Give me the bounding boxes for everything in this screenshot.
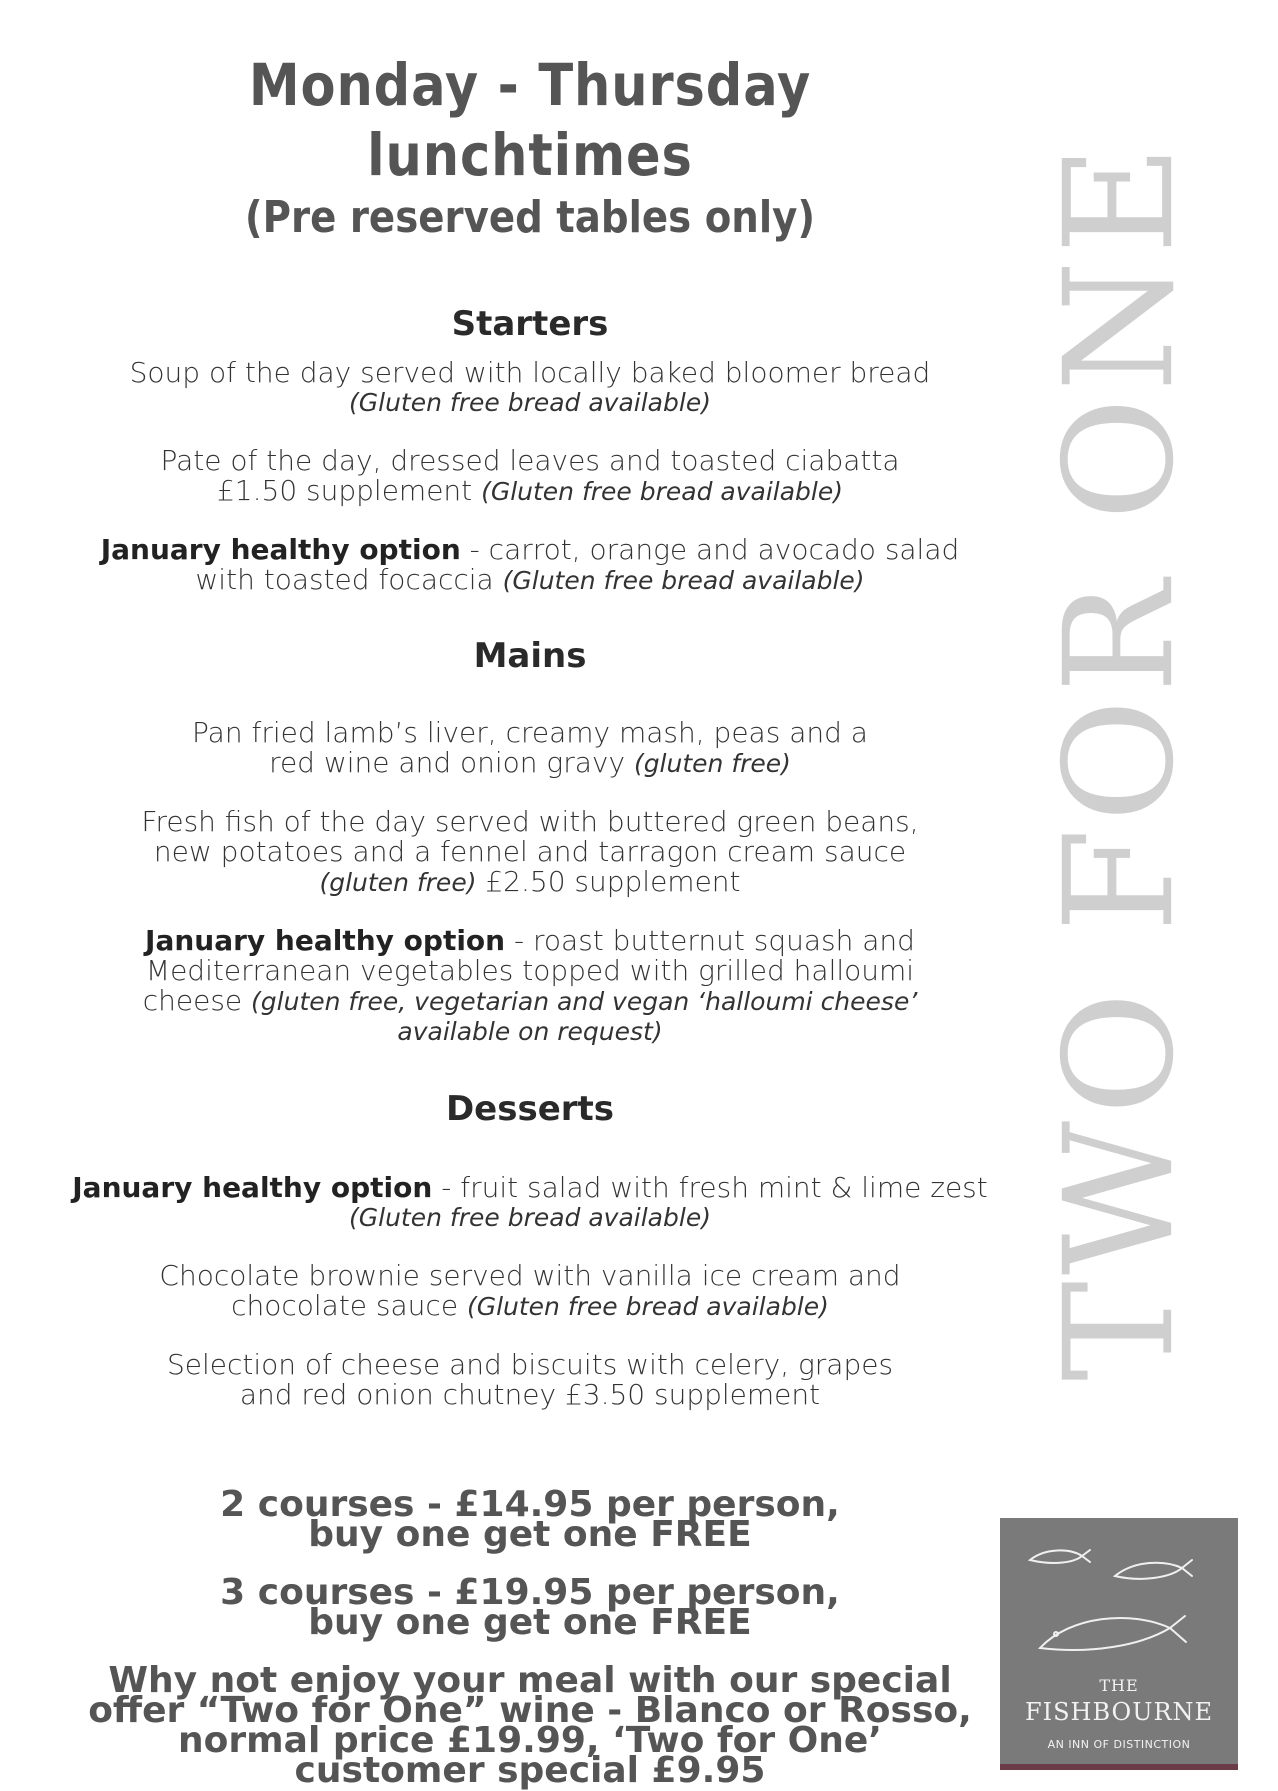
starters-heading: Starters xyxy=(451,304,609,344)
dessert-cheese-line2: and red onion chutney £3.50 supplement xyxy=(239,1378,821,1411)
dessert-fruit-line1 xyxy=(70,1173,990,1203)
main-item-liver xyxy=(70,718,990,779)
starter-salad-label: January healthy option xyxy=(100,533,461,566)
main-item-squash xyxy=(70,926,990,1047)
dessert-brownie-note: (Gluten free bread available) xyxy=(466,1292,829,1321)
wine-offer xyxy=(70,1660,990,1791)
logo-tagline: AN INN OF DISTINCTION xyxy=(1047,1738,1191,1751)
side-banner xyxy=(1033,60,1207,1460)
logo-the: THE xyxy=(1099,1676,1139,1695)
dessert-brownie-line2 xyxy=(70,1291,990,1322)
starter-pate-line1: Pate of the day, dressed leaves and toasted ciabatta xyxy=(160,444,900,477)
mains-heading: Mains xyxy=(473,636,587,676)
side-banner-text: TWO FOR ONE xyxy=(1033,138,1207,1382)
pricing-block xyxy=(70,1484,990,1791)
price-two-line2: buy one get one FREE xyxy=(308,1514,752,1555)
dessert-brownie-desc2: chocolate sauce xyxy=(231,1289,467,1322)
dessert-fruit-desc: - fruit salad with fresh mint & lime zest xyxy=(432,1171,988,1204)
dessert-fruit-note: (Gluten free bread available) xyxy=(349,1203,711,1232)
starter-soup-line1: Soup of the day served with locally baked bloomer bread xyxy=(129,356,931,389)
logo-name: FISHBOURNE xyxy=(1024,1698,1214,1726)
dessert-fruit-label: January healthy option xyxy=(72,1171,433,1204)
page-subtitle: (Pre reserved tables only) xyxy=(244,192,816,243)
main-liver-note: (gluten free) xyxy=(633,749,791,778)
main-fish-note: (gluten free) xyxy=(319,868,477,897)
dessert-brownie-line1: Chocolate brownie served with vanilla ice cream and xyxy=(159,1259,901,1292)
price-three-courses xyxy=(70,1572,990,1643)
starter-pate-note: (Gluten free bread available) xyxy=(481,477,844,506)
fish-icon xyxy=(1020,1538,1218,1668)
starters-list xyxy=(70,358,990,596)
main-squash-note2: available on request) xyxy=(397,1017,663,1046)
wine-offer-line3: normal price £19.99, ‘Two for One’ xyxy=(178,1720,882,1761)
main-liver-desc2: red wine and onion gravy xyxy=(269,746,634,779)
starter-pate-supplement: £1.50 supplement xyxy=(216,474,482,507)
fishbourne-logo xyxy=(1000,1518,1238,1770)
dessert-item-fruit xyxy=(70,1173,990,1233)
menu-main xyxy=(70,50,990,1791)
main-liver-line2 xyxy=(70,748,990,779)
wine-offer-line2: offer “Two for One” wine - Blanco or Rosso, xyxy=(88,1690,972,1731)
price-three-line1: 3 courses - £19.95 per person, xyxy=(220,1572,840,1613)
main-fish-supplement: £2.50 supplement xyxy=(476,865,741,898)
main-fish-line3 xyxy=(70,867,990,898)
desserts-list xyxy=(70,1173,990,1410)
main-squash-note: (gluten free, vegetarian and vegan ‘halloumi cheese’ xyxy=(251,987,918,1016)
main-item-fish xyxy=(70,807,990,898)
starter-pate-line2 xyxy=(70,476,990,507)
starter-item-salad xyxy=(70,535,990,596)
price-two-line1: 2 courses - £14.95 per person, xyxy=(220,1484,840,1525)
dessert-item-cheese xyxy=(70,1350,990,1410)
starter-salad-line2 xyxy=(70,565,990,596)
wine-offer-line4: customer special £9.95 xyxy=(294,1750,766,1791)
main-squash-desc3: cheese xyxy=(142,984,252,1017)
main-squash-desc: - roast butternut squash and xyxy=(505,924,915,957)
mains-list xyxy=(70,718,990,1047)
starter-salad-note: (Gluten free bread available) xyxy=(502,566,865,595)
starter-item-pate xyxy=(70,446,990,507)
starter-salad-line1 xyxy=(70,535,990,565)
main-squash-line3 xyxy=(70,986,990,1017)
desserts-heading: Desserts xyxy=(445,1089,615,1129)
main-fish-line1: Fresh fish of the day served with buttered green beans, xyxy=(141,805,919,838)
starter-salad-desc: - carrot, orange and avocado salad xyxy=(460,533,960,566)
dessert-cheese-line1: Selection of cheese and biscuits with celery, grapes xyxy=(166,1348,894,1381)
page-title: Monday - Thursday lunchtimes xyxy=(248,51,812,189)
main-liver-line1: Pan fried lamb’s liver, creamy mash, peas and a xyxy=(192,716,868,749)
main-squash-line2: Mediterranean vegetables topped with grilled halloumi xyxy=(145,954,915,987)
price-two-courses xyxy=(70,1484,990,1555)
starter-item-soup xyxy=(70,358,990,418)
main-fish-line2: new potatoes and a fennel and tarragon cream sauce xyxy=(153,835,907,868)
starter-soup-note: (Gluten free bread available) xyxy=(349,388,711,417)
starter-salad-desc2: with toasted focaccia xyxy=(195,563,503,596)
main-squash-label: January healthy option xyxy=(145,924,506,957)
price-three-line2: buy one get one FREE xyxy=(308,1602,752,1643)
main-squash-line1 xyxy=(70,926,990,956)
dessert-item-brownie xyxy=(70,1261,990,1322)
wine-offer-line1: Why not enjoy your meal with our special xyxy=(108,1660,952,1701)
